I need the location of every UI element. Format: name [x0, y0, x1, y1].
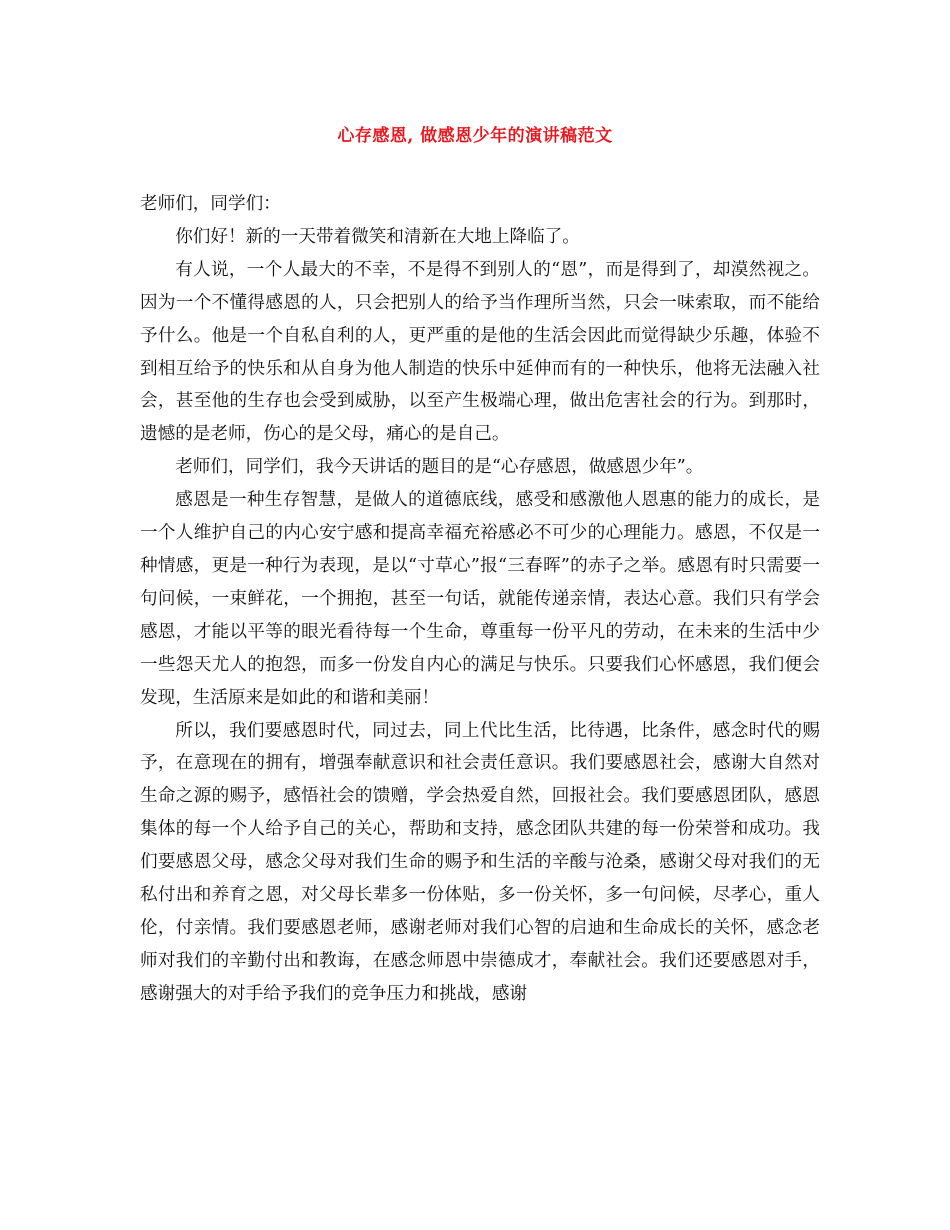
salutation: 老师们，同学们： [140, 194, 281, 214]
paragraph-gratitude-wisdom: 感恩是一种生存智慧，是做人的道德底线，感受和感激他人恩惠的能力的成长，是一个人维护自己的内心安宁感和提高幸福充裕感必不可少的心理能力。感恩，不仅是一种情感，更是一种行为表现，是以“寸草心”报“三春晖”的赤子之举。感恩有时只需要一句问候，一束鲜花，一个拥抱，甚至一句话，就能传递亲情，表达心意。我们只有学会感恩，才能以平等的眼光看待每一个生命，尊重每一份平凡的劳动，在未来的生活中少一些怨天尤人的抱怨，而多一份发自内心的满足与快乐。只要我们心怀感恩，我们便会发现，生活原来是如此的和谐和美丽！ [140, 490, 820, 708]
paragraph-ungrateful: 有人说，一个人最大的不幸，不是得不到别人的“恩”，而是得到了，却漠然视之。因为一个不懂得感恩的人，只会把别人的给予当作理所当然，只会一味索取，而不能给予什么。他是一个自私自利的人，更严重的是他的生活会因此而觉得缺少乐趣，体验不到相互给予的快乐和从自身为他人制造的快乐中延伸而有的一种快乐，他将无法融入社会，甚至他的生存也会受到威胁，以至产生极端心理，做出危害社会的行为。到那时，遗憾的是老师，伤心的是父母，痛心的是自己。 [140, 259, 820, 445]
paragraph-topic: 老师们，同学们，我今天讲话的题目的是“心存感恩，做感恩少年”。 [175, 457, 704, 478]
paragraph-gratitude-list: 所以，我们要感恩时代，同过去，同上代比生活，比待遇，比条件，感念时代的赐予，在意现在的拥有，增强奉献意识和社会责任意识。我们要感恩社会，感谢大自然对生命之源的赐予，感悟社会的馈赠，学会热爱自然，回报社会。我们要感恩团队，感恩集体的每一个人给予自己的关心，帮助和支持，感念团队共建的每一份荣誉和成功。我们要感恩父母，感念父母对我们生命的赐予和生活的辛酸与沧桑，感谢父母对我们的无私付出和养育之恩，对父母长辈多一份体贴，多一份关怀，多一句问候，尽孝心，重人伦，付亲情。我们要感恩老师，感谢老师对我们心智的启迪和生命成长的关怀，感念老师对我们的辛勤付出和教诲，在感念师恩中崇德成才，奉献社会。我们还要感恩对手，感谢强大的对手给予我们的竞争压力和挑战，感谢 [140, 720, 820, 1004]
document-body [140, 188, 820, 1011]
paragraph-greeting: 你们好！新的一天带着微笑和清新在大地上降临了。 [175, 226, 580, 247]
document-title: 心存感恩, 做感恩少年的演讲稿范文 [337, 126, 613, 146]
